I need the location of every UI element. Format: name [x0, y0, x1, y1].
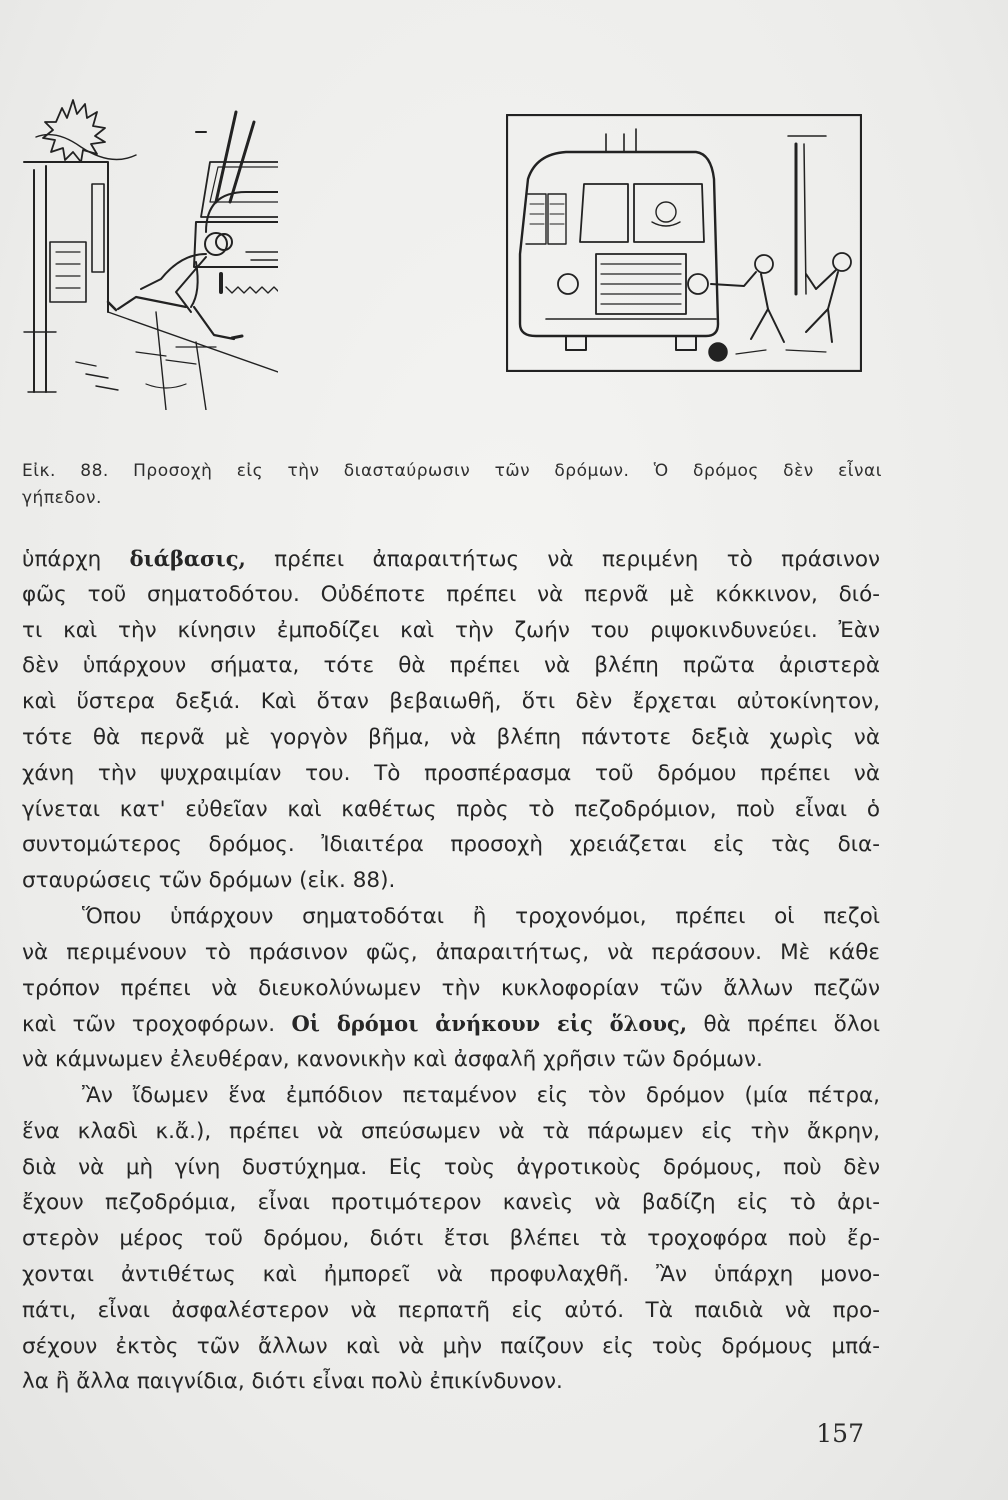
text-line: σταυρώσεις τῶν δρόμων (εἰκ. 88). [22, 868, 396, 894]
page-number: 157 [816, 1419, 864, 1448]
text-line: πάτι, εἶναι ἀσφαλέστερον νὰ περπατῆ εἰς αὐτό. Τὰ παιδιὰ νὰ προ- [22, 1297, 880, 1323]
body-text [22, 541, 880, 1400]
caption-line: γήπεδον. [22, 488, 102, 508]
text-line: Ἂν ἴδωμεν ἕνα ἐμπόδιον πεταμένον εἰς τὸν δρόμον (μία πέτρα, [82, 1082, 880, 1108]
text-line: ὑπάρχη διάβασις, πρέπει ἀπαραιτήτως νὰ περιμένη τὸ πράσινον [22, 546, 881, 572]
text-line: διὰ νὰ μὴ γίνη δυστύχημα. Εἰς τοὺς ἀγροτικοὺς δρόμους, ποὺ δὲν [22, 1154, 880, 1180]
illustration-bus-children [506, 114, 862, 372]
text-line: στερὸν μέρος τοῦ δρόμου, διότι ἔτσι βλέπει τὰ τροχοφόρα ποὺ ἔρ- [22, 1226, 880, 1252]
text-line: λα ἢ ἄλλα παιγνίδια, διότι εἶναι πολὺ ἐπικίνδυνον. [22, 1369, 563, 1395]
text-line: Ὅπου ὑπάρχουν σηματοδόται ἢ τροχονόμοι, πρέπει οἱ πεζοὶ [82, 903, 880, 929]
bold-term: διάβασις, [129, 546, 246, 571]
text-line: καὶ ὕστερα δεξιά. Καὶ ὅταν βεβαιωθῆ, ὅτι δὲν ἔρχεται αὐτοκίνητον, [22, 689, 880, 715]
text-line: χονται ἀντιθέτως καὶ ἠμπορεῖ νὰ προφυλαχθῆ. Ἂν ὑπάρχη μονο- [22, 1261, 880, 1287]
caption-line: Εἰκ. 88. Προσοχὴ εἰς τὴν διασταύρωσιν τῶν δρόμων. Ὁ δρόμος δὲν εἶναι [22, 461, 882, 481]
text-line: καὶ τῶν τροχοφόρων. Οἱ δρόμοι ἀνήκουν εἰς ὅλους, θὰ πρέπει ὅλοι [22, 1011, 880, 1038]
text-line: φῶς τοῦ σηματοδότου. Οὐδέποτε πρέπει νὰ περνᾶ μὲ κόκκινον, διό- [22, 581, 880, 607]
text-line: γίνεται κατ' εὐθεῖαν καὶ καθέτως πρὸς τὸ πεζοδρόμιον, ποὺ εἶναι ὁ [22, 796, 880, 822]
text-line: σέχουν ἐκτὸς τῶν ἄλλων καὶ νὰ μὴν παίζουν εἰς τοὺς δρόμους μπά- [22, 1333, 880, 1359]
text-line: νὰ κάμνωμεν ἐλευθέραν, κανονικὴν καὶ ἀσφαλῆ χρῆσιν τῶν δρόμων. [22, 1047, 763, 1073]
text-line: χάνη τὴν ψυχραιμίαν του. Τὸ προσπέρασμα τοῦ δρόμου πρέπει νὰ [22, 760, 880, 786]
illustration-boy-crossing [16, 92, 278, 410]
bold-term: Οἱ δρόμοι ἀνήκουν εἰς ὅλους, [291, 1011, 688, 1037]
text-line: τι καὶ τὴν κίνησιν ἐμποδίζει καὶ τὴν ζωήν του ριψοκινδυνεύει. Ἐὰν [22, 617, 880, 643]
text-line: τρόπον πρέπει νὰ διευκολύνωμεν τὴν κυκλοφορίαν τῶν ἄλλων πεζῶν [22, 975, 880, 1001]
text-line: νὰ περιμένουν τὸ πράσινον φῶς, ἀπαραιτήτως, νὰ περάσουν. Μὲ κάθε [22, 939, 880, 965]
text-line: ἕνα κλαδὶ κ.ἄ.), πρέπει νὰ σπεύσωμεν νὰ τὰ πάρωμεν εἰς τὴν ἄκρην, [22, 1118, 880, 1144]
text-line: ἔχουν πεζοδρόμια, εἶναι προτιμότερον κανεὶς νὰ βαδίζη εἰς τὸ ἀρι- [22, 1190, 880, 1216]
text-line: τότε θὰ περνᾶ μὲ γοργὸν βῆμα, νὰ βλέπη πάντοτε δεξιὰ χωρὶς νὰ [22, 724, 880, 750]
text-line: συντομώτερος δρόμος. Ἰδιαιτέρα προσοχὴ χρειάζεται εἰς τὰς δια- [22, 832, 880, 858]
text-line: δὲν ὑπάρχουν σήματα, τότε θὰ πρέπει νὰ βλέπη πρῶτα ἀριστερὰ [22, 653, 880, 679]
figure-caption [22, 458, 882, 512]
